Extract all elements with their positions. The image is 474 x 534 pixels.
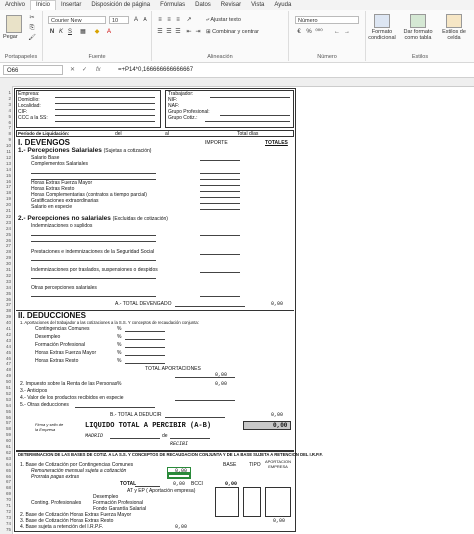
number-label: Número [317, 54, 337, 60]
line-prest-2 [31, 260, 156, 261]
row-number[interactable]: 66 [5, 473, 11, 479]
label-periodo: Período de Liquidación: [18, 131, 70, 136]
bases-grid-base [215, 487, 239, 517]
value-total: 0,00 [173, 481, 186, 487]
line-grat [200, 203, 240, 204]
label-desempleo2: Desempleo [93, 494, 119, 500]
row-number[interactable]: 56 [5, 414, 11, 420]
row-number[interactable]: 34 [5, 284, 11, 290]
label-al: al [165, 131, 169, 137]
label-naf: NAF: [168, 103, 180, 109]
line-hx-fuerza2 [125, 355, 165, 356]
cell-styles-button[interactable]: Estilos de celda [442, 29, 466, 41]
line-empresa [55, 97, 155, 98]
row-number[interactable]: 71 [5, 503, 11, 508]
bases-grid-tipo [243, 487, 261, 517]
line-total-dev [175, 306, 245, 307]
row-number[interactable]: 17 [5, 184, 11, 190]
label-bcci: BCCI [191, 481, 203, 487]
label-desempleo: Desempleo [35, 334, 61, 340]
row-number[interactable]: 13 [5, 160, 11, 166]
row-number[interactable]: 54 [5, 402, 11, 408]
label-total-aport: TOTAL APORTACIONES [145, 366, 201, 372]
importe-header: IMPORTE [205, 140, 228, 146]
line-hx-resto2 [125, 363, 165, 364]
line-total-ded [165, 417, 225, 418]
label-especie: Salario en especie [31, 204, 73, 210]
line-total [135, 486, 160, 487]
row-number[interactable]: 52 [5, 390, 11, 396]
copy-icon[interactable]: ⎘ [29, 25, 35, 31]
font-name-select[interactable]: Courier New [48, 16, 106, 24]
label-total-dev: A.- TOTAL DEVENGADO [115, 301, 172, 307]
label-empresa: Empresa: [18, 91, 40, 97]
menu-disposicion[interactable]: Disposición de página [91, 2, 151, 8]
font-group [43, 11, 152, 61]
row-number[interactable]: 15 [5, 172, 11, 178]
line-otras-perc [31, 296, 156, 297]
row-number[interactable]: 45 [5, 349, 11, 355]
pct-4: % [117, 350, 122, 356]
row-number[interactable]: 32 [5, 272, 11, 278]
row-number[interactable]: 21 [5, 208, 11, 213]
value-total-dev: 0,00 [271, 301, 284, 307]
label-valor-prod: 4.- Valor de los productos recibidos en especie [20, 395, 124, 401]
label-prorrata: Prorrata pagas extras [31, 474, 80, 480]
align-left-icon[interactable]: ☰ [157, 29, 163, 35]
row-number[interactable]: 49 [5, 373, 11, 379]
row-number[interactable]: 14 [5, 166, 11, 172]
line-hx-fuerza [200, 185, 240, 186]
row-number[interactable]: 74 [5, 520, 11, 526]
label-recibi: RECIBI [170, 441, 189, 447]
font-color-icon[interactable]: A [106, 29, 111, 35]
label-indemn: Indemnizaciones o suplidos [31, 223, 93, 229]
label-grat: Gratificaciones extraordinarias [31, 198, 99, 204]
deducciones-heading: II. DEDUCCIONES [18, 311, 87, 320]
label-otras-ded: 5.- Otras deducciones [20, 402, 69, 408]
line-indemn-2 [31, 241, 156, 242]
row-number[interactable]: 47 [5, 361, 11, 367]
line-total-aport [175, 377, 235, 378]
bases-title: DETERMINACION DE LAS BASES DE COTIZ. A LA S.S. Y CONCEPTOS DE RECAUDACION CONJUNTA Y DE LA BASE SUJETA A RETENCION DEL I.R.P.F. [18, 452, 323, 457]
pct-1: % [117, 326, 122, 332]
row-number[interactable]: 65 [5, 467, 11, 473]
line-comp-1 [31, 173, 156, 174]
row-number[interactable]: 10 [5, 143, 11, 149]
prorrata-cell[interactable] [167, 473, 191, 479]
label-liquido: LIQUIDO TOTAL A PERCIBIR (A-B) [85, 422, 212, 430]
name-box[interactable]: O66 [3, 65, 63, 75]
font-size-select[interactable]: 10 [109, 16, 129, 24]
value-total-ded: 0,00 [271, 412, 284, 418]
alignment-label: Alineación [207, 54, 233, 60]
label-otras-perc: Otras percepciones salariales [31, 285, 97, 291]
label-base-irpf: 4. Base sujeta a retención del I.R.P.F. [20, 524, 104, 530]
menu-bar [0, 0, 474, 10]
menu-inicio[interactable]: Inicio [30, 0, 56, 10]
row-number[interactable]: 50 [5, 379, 11, 385]
line-cif [55, 115, 155, 116]
row-number[interactable]: 53 [5, 396, 11, 402]
row-number[interactable]: 18 [5, 190, 11, 196]
menu-insertar[interactable]: Insertar [61, 2, 82, 8]
label-de: de [162, 433, 168, 439]
row-number[interactable]: 42 [5, 331, 11, 337]
label-base-hx-fm: 2. Base de Cotización Horas Extras Fuerza Mayor [20, 512, 132, 518]
align-right-icon[interactable]: ☰ [175, 29, 181, 35]
label-remun: Remuneración mensual sujeta a cotización [31, 468, 127, 474]
label-cont-comunes: Contingencias Comunes [35, 326, 90, 332]
label-aport: 1. Aportaciones del trabajador a las cotizaciones a la S.S. Y conceptos de recaudación conjunta: [20, 320, 199, 325]
pct-3: % [117, 342, 122, 348]
ribbon [0, 10, 474, 63]
label-total-ded: B.- TOTAL A DEDUCIR [110, 412, 162, 418]
row-number[interactable]: 35 [5, 290, 11, 296]
label-localidad: Localidad: [18, 103, 41, 109]
line-valor-prod [175, 400, 235, 401]
line-de [170, 438, 210, 439]
value-liquido: 0,00 [273, 422, 288, 429]
bases-grid-aport [265, 487, 291, 517]
line-ccc [55, 121, 155, 122]
row-number[interactable]: 30 [5, 261, 11, 267]
line-prest-ss [200, 254, 240, 255]
formula-input[interactable]: =+P14*0,166666666666667 [118, 67, 194, 73]
row-number[interactable]: 37 [5, 302, 11, 308]
styles-group [366, 11, 474, 61]
label-firma: Firma y sello de la Empresa [35, 422, 64, 432]
value-base-irpf: 0,00 [175, 524, 188, 530]
line-otras-ded [75, 407, 155, 408]
row-number[interactable]: 23 [5, 219, 11, 225]
row-number[interactable]: 70 [5, 497, 11, 503]
label-hx-resto: Horas Extras Resto [31, 186, 75, 192]
line-localidad [55, 109, 155, 110]
label-form-prof2: Formación Profesional [93, 500, 144, 506]
devengos-heading: I. DEVENGOS [18, 138, 71, 147]
alignment-group [152, 11, 289, 61]
row-number[interactable]: 75 [5, 526, 11, 532]
clipboard-label: Portapapeles [4, 54, 38, 60]
font-label: Fuente [88, 54, 106, 60]
menu-ayuda[interactable]: Ayuda [274, 2, 292, 8]
percep-nosal-heading: 2.- Percepciones no salariales (Excluidas de cotización) [18, 215, 168, 222]
row-number[interactable]: 63 [5, 455, 11, 461]
label-irpf: 2. Impuesto sobre la Renta de las Personas [20, 381, 118, 387]
row-number[interactable]: 20 [5, 202, 11, 208]
header-tipo: TIPO [249, 462, 261, 468]
row-number[interactable]: 55 [5, 408, 11, 414]
format-table-button[interactable]: Dar formato como tabla [403, 29, 433, 41]
row-number[interactable]: 64 [5, 461, 11, 467]
format-painter-icon[interactable]: 🖌 [28, 35, 36, 41]
merge-center-button[interactable]: ⊞ Combinar y centrar [206, 29, 259, 35]
row-number[interactable]: 28 [5, 249, 11, 255]
label-hx-fuerza2: Horas Extras Fuerza Mayor [35, 350, 97, 356]
row-number[interactable]: 22 [5, 213, 11, 219]
label-grupo-cotiz: Grupo Cotiz.: [168, 115, 198, 121]
label-fogasa: Fondo Garantía Salarial [93, 506, 147, 512]
number-group [289, 11, 366, 61]
row-number[interactable]: 60 [5, 438, 11, 444]
conditional-format-icon[interactable] [374, 14, 390, 28]
row-number[interactable]: 33 [5, 278, 11, 284]
cancel-icon[interactable]: ✕ [70, 67, 76, 73]
line-indemn-1 [31, 235, 156, 236]
row-number[interactable]: 4 [8, 107, 11, 113]
row-number[interactable]: 5 [8, 113, 11, 119]
orientation-icon[interactable]: ↗ [186, 17, 192, 23]
line-madrid [110, 438, 160, 439]
label-del: del [115, 131, 122, 137]
percep-sal-heading: 1.- Percepciones Salariales (Sujetas a cotización) [18, 147, 152, 154]
row-number[interactable]: 43 [5, 337, 11, 343]
value-aport-total: 0,00 [273, 518, 286, 524]
cut-icon[interactable]: ✂ [29, 15, 35, 21]
function-icon[interactable]: fx [96, 67, 101, 73]
line-hcomp [200, 197, 240, 198]
row-number[interactable]: 46 [5, 355, 11, 361]
row-number[interactable]: 44 [5, 343, 11, 349]
row-number[interactable]: 19 [5, 196, 11, 202]
line-otras-perc-b [200, 296, 240, 297]
payroll-form [14, 88, 323, 532]
row-number[interactable]: 25 [5, 231, 11, 237]
label-base-hx-r: 3. Base de Cotización Horas Extras Resto [20, 518, 114, 524]
row-number[interactable]: 38 [5, 308, 11, 314]
row-number[interactable]: 58 [5, 426, 11, 432]
label-total-dias: Total días [237, 131, 259, 137]
label-base-cc: 1. Base de Cotización por Contingencias Comunes [20, 462, 134, 468]
line-especie [200, 209, 240, 210]
line-comp-2b [200, 179, 240, 180]
row-number[interactable]: 68 [5, 485, 11, 491]
label-form-prof: Formación Profesional [35, 342, 86, 348]
conditional-format-button[interactable]: Formato condicional [368, 29, 396, 41]
row-number[interactable]: 61 [5, 444, 11, 449]
row-number[interactable]: 11 [6, 149, 11, 154]
row-number[interactable]: 9 [8, 137, 11, 143]
line-comp-1b [200, 173, 240, 174]
decrease-decimal-icon[interactable]: → [344, 29, 350, 35]
line-domicilio [55, 103, 155, 104]
menu-archivo[interactable]: Archivo [5, 2, 26, 8]
menu-datos[interactable]: Datos [195, 2, 211, 8]
borders-icon[interactable]: ▦ [80, 29, 86, 35]
underline-icon[interactable]: S [67, 29, 72, 35]
styles-label: Estilos [411, 54, 429, 60]
row-number[interactable]: 41 [5, 326, 11, 331]
grow-font-icon[interactable]: A [133, 17, 138, 23]
label-hcomp: Horas Complementarias (contratos a tiempo parcial) [31, 192, 147, 198]
formula-bar [0, 63, 474, 78]
row-number[interactable]: 73 [5, 514, 11, 520]
row-number[interactable]: 3 [8, 101, 11, 107]
row-number[interactable]: 39 [5, 314, 11, 320]
row-number[interactable]: 48 [5, 367, 11, 373]
label-hx-resto2: Horas Extras Resto [35, 358, 79, 364]
row-number[interactable]: 62 [5, 449, 11, 455]
label-domicilio: Domicilio: [18, 97, 40, 103]
number-format-select[interactable]: Número [295, 16, 359, 24]
cell-styles-icon[interactable] [446, 14, 462, 28]
line-grupo-cotiz [205, 121, 290, 122]
row-number[interactable]: 6 [8, 119, 11, 125]
pct-6: % [117, 381, 122, 387]
row-number[interactable]: 26 [5, 237, 11, 243]
format-table-icon[interactable] [410, 14, 426, 28]
row-number[interactable]: 2 [8, 95, 11, 101]
label-at-ep: AT y EP ( Aportación empresa) [127, 488, 196, 494]
bold-icon[interactable]: N [49, 29, 55, 35]
row-number[interactable]: 59 [5, 432, 11, 438]
row-number[interactable]: 8 [8, 131, 11, 137]
row-number[interactable]: 7 [8, 125, 11, 131]
column-headers [0, 78, 474, 87]
label-prest-ss: Prestaciones e indemnizaciones de la Seguridad Social [31, 249, 155, 255]
label-contin: Conting. Profesionales [31, 500, 82, 506]
label-anticipos: 3.- Anticipos [20, 388, 48, 394]
row-number[interactable]: 12 [5, 154, 11, 160]
row-number[interactable]: 40 [5, 320, 11, 326]
enter-icon[interactable]: ✓ [82, 67, 88, 73]
line-cc [125, 331, 165, 332]
row-number[interactable]: 29 [5, 255, 11, 261]
paste-button[interactable]: Pegar [3, 34, 18, 40]
label-total: TOTAL [120, 481, 137, 487]
label-nif: NIF: [168, 97, 178, 103]
totales-header: TOTALES [265, 140, 288, 146]
header-base: BASE [223, 462, 237, 468]
value-bcci: 0,00 [225, 481, 238, 487]
fill-color-icon[interactable]: ◆ [94, 29, 100, 35]
row-number[interactable]: 24 [5, 225, 11, 231]
line-indemn-tras [200, 272, 240, 273]
value-total-aport: 0,00 [215, 372, 228, 378]
row-number[interactable]: 27 [5, 243, 11, 249]
row-number[interactable]: 31 [5, 267, 11, 272]
indent-decrease-icon[interactable]: ⇤ [186, 29, 192, 35]
label-trabajador: Trabajador: [168, 91, 194, 97]
thousands-icon[interactable]: ⁰⁰⁰ [315, 29, 323, 35]
label-cif: CIF: [18, 109, 28, 115]
line-desempleo [125, 339, 165, 340]
label-hx-fuerza: Horas Extras Fuerza Mayor [31, 180, 93, 186]
row-headers [0, 86, 13, 534]
line-form-prof [125, 347, 165, 348]
row-number[interactable]: 67 [5, 479, 11, 485]
label-salario-base: Salario Base [31, 155, 60, 161]
worksheet[interactable] [0, 78, 474, 534]
line-salario-base [200, 160, 240, 161]
italic-icon[interactable]: K [58, 29, 63, 35]
line-trabajador [210, 97, 290, 98]
line-tras-2 [31, 278, 156, 279]
label-indemn-tras: Indemnizaciones por traslados, suspensiones o despidos [31, 267, 158, 273]
menu-vista[interactable]: Vista [251, 2, 265, 8]
align-center-icon[interactable]: ☰ [166, 29, 172, 35]
row-number[interactable]: 57 [5, 420, 11, 426]
label-complementos: Complementos Salariales [31, 161, 88, 167]
increase-decimal-icon[interactable]: ← [334, 29, 340, 35]
label-grupo-prof: Grupo Profesional: [168, 109, 210, 115]
wrap-text-button[interactable]: ⤶ Ajustar texto [206, 17, 241, 23]
header-aport-emp: APORTACION EMPRESA [264, 459, 292, 469]
pct-2: % [117, 334, 122, 340]
align-bottom-icon[interactable]: ≡ [176, 17, 180, 23]
pct-5: % [117, 358, 122, 364]
row-number[interactable]: 69 [5, 491, 11, 497]
line-hx-resto [200, 191, 240, 192]
row-number[interactable]: 1 [8, 90, 11, 95]
value-irpf: 0,00 [215, 381, 228, 387]
line-indemn-1b [200, 235, 240, 236]
row-number[interactable]: 36 [5, 296, 11, 302]
indent-increase-icon[interactable]: ⇥ [195, 29, 201, 35]
align-middle-icon[interactable]: ≡ [167, 17, 171, 23]
value-remun: 0,00 [175, 468, 188, 474]
align-top-icon[interactable]: ≡ [158, 17, 162, 23]
currency-icon[interactable]: € [297, 29, 301, 35]
label-ccc: CCC a la SS: [18, 115, 48, 121]
menu-revisar[interactable]: Revisar [220, 2, 242, 8]
row-number[interactable]: 51 [5, 385, 11, 390]
label-madrid: MADRID [85, 433, 104, 439]
line-grupo-prof [220, 115, 290, 116]
row-number[interactable]: 72 [5, 508, 11, 514]
percent-icon[interactable]: % [306, 29, 312, 35]
row-number[interactable]: 16 [5, 178, 11, 184]
paste-icon[interactable] [6, 15, 22, 33]
clipboard-group [0, 11, 43, 61]
shrink-font-icon[interactable]: A [143, 17, 147, 23]
menu-formulas[interactable]: Fórmulas [160, 2, 186, 8]
